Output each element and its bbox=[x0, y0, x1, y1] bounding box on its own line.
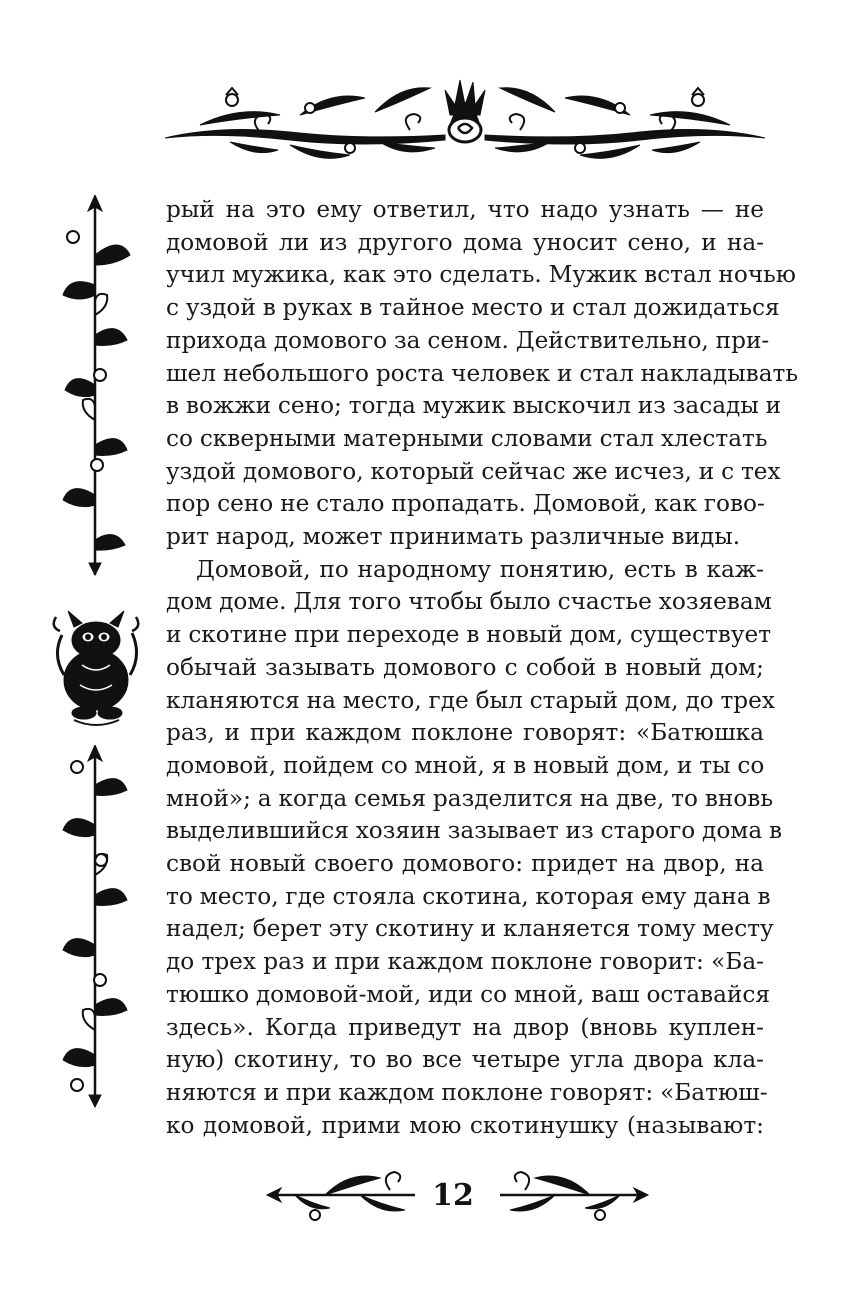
text-line: тюшко домовой-мой, иди со мной, ваш оставайся bbox=[166, 980, 770, 1008]
paragraph-1 bbox=[166, 194, 798, 554]
text-line: мной»; а когда семья разделится на две, то вновь bbox=[166, 784, 773, 812]
text-line: шел небольшого роста человек и стал накладывать bbox=[166, 359, 798, 387]
text-line: со скверными матерными словами стал хлестать bbox=[166, 424, 768, 452]
left-upper-vine-ornament bbox=[55, 195, 135, 580]
text-line: выделившийся хозяин зазывает из старого дома в bbox=[166, 817, 783, 845]
text-line: няются и при каждом поклоне говорят: «Батюш- bbox=[166, 1078, 768, 1106]
text-line: уздой домового, который сейчас же исчез, и с тех bbox=[166, 457, 781, 485]
text-line: дом доме. Для того чтобы было счастье хозяевам bbox=[166, 588, 772, 616]
text-line: домовой ли из другого дома уносит сено, и на- bbox=[166, 228, 764, 256]
text-line: обычай зазывать домового с собой в новый дом; bbox=[166, 653, 764, 681]
text-line: свой новый своего домового: придет на двор, на bbox=[166, 850, 764, 878]
text-line: здесь». Когда приведут на двор (вновь куплен- bbox=[166, 1013, 764, 1041]
text-line: Домовой, по народному понятию, есть в каж- bbox=[196, 555, 764, 583]
text-line: рит народ, может принимать различные виды. bbox=[166, 523, 741, 551]
text-line: и скотине при переходе в новый дом, существует bbox=[166, 621, 772, 649]
paragraph-2 bbox=[166, 554, 783, 1143]
text-line: кланяются на место, где был старый дом, до трех bbox=[166, 686, 775, 714]
text-line: до трех раз и при каждом поклоне говорит: «Ба- bbox=[166, 948, 764, 976]
text-line: рый на это ему ответил, что надо узнать — не bbox=[166, 196, 764, 223]
top-floral-ornament bbox=[160, 70, 770, 160]
text-line: ную) скотину, то во все четыре угла двора кла- bbox=[166, 1046, 764, 1074]
domovoi-illustration bbox=[44, 605, 149, 730]
text-line: то место, где стояла скотина, которая ему дана в bbox=[166, 882, 771, 910]
text-line: надел; берет эту скотину и кланяется тому месту bbox=[166, 915, 774, 943]
text-line: в вожжи сено; тогда мужик выскочил из засады и bbox=[166, 392, 782, 420]
text-line: раз, и при каждом поклоне говорят: «Батюшка bbox=[166, 719, 764, 747]
text-line: ко домовой, прими мою скотинушку (называют: bbox=[166, 1111, 764, 1139]
page-number: 12 bbox=[432, 1178, 474, 1213]
text-line: учил мужика, как это сделать. Мужик встал ночью bbox=[166, 261, 796, 289]
text-line: с уздой в руках в тайное место и стал дожидаться bbox=[166, 294, 780, 322]
text-line: пор сено не стало пропадать. Домовой, как гово- bbox=[166, 490, 765, 518]
body-text bbox=[166, 194, 798, 1142]
text-line: прихода домового за сеном. Действительно, при- bbox=[166, 326, 770, 354]
text-line: домовой, пойдем со мной, я в новый дом, и ты со bbox=[166, 751, 765, 779]
left-lower-vine-ornament bbox=[55, 745, 135, 1110]
